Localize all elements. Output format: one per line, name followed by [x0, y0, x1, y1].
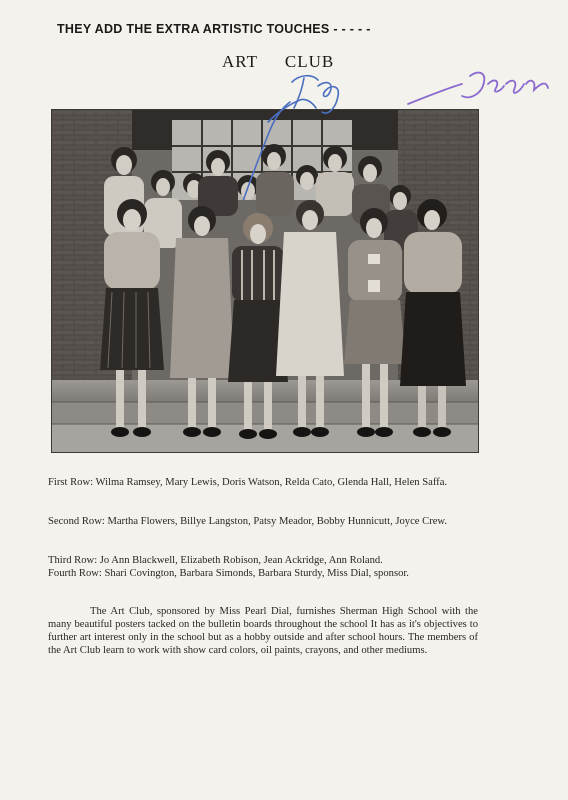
- caption-fourth-row: Fourth Row: Shari Covington, Barbara Simonds, Barbara Sturdy, Miss Dial, sponsor.: [48, 568, 409, 579]
- club-title: ART CLUB: [222, 52, 335, 71]
- caption-second-row: Second Row: Martha Flowers, Billye Langston, Patsy Meador, Bobby Hunnicutt, Joyce Crew.: [48, 516, 448, 527]
- handwritten-signatures: [0, 0, 568, 200]
- club-description: The Art Club, sponsored by Miss Pearl Dial, furnishes Sherman High School with the many beautiful posters tacked on the bulletin boards throughout the school It has as it's objectives to further art interest only in the school but as a hobby outside and after school hours. The members of the Art Club learn to work with show card colors, oil paints, crayons, and other mediums.: [48, 606, 478, 656]
- page-heading: THEY ADD THE EXTRA ARTISTIC TOUCHES - - - - -: [57, 22, 371, 36]
- caption-third-row: Third Row: Jo Ann Blackwell, Elizabeth Robison, Jean Ackridge, Ann Roland.: [48, 555, 383, 566]
- caption-first-row: First Row: Wilma Ramsey, Mary Lewis, Doris Watson, Relda Cato, Glenda Hall, Helen Saffa.: [48, 477, 448, 488]
